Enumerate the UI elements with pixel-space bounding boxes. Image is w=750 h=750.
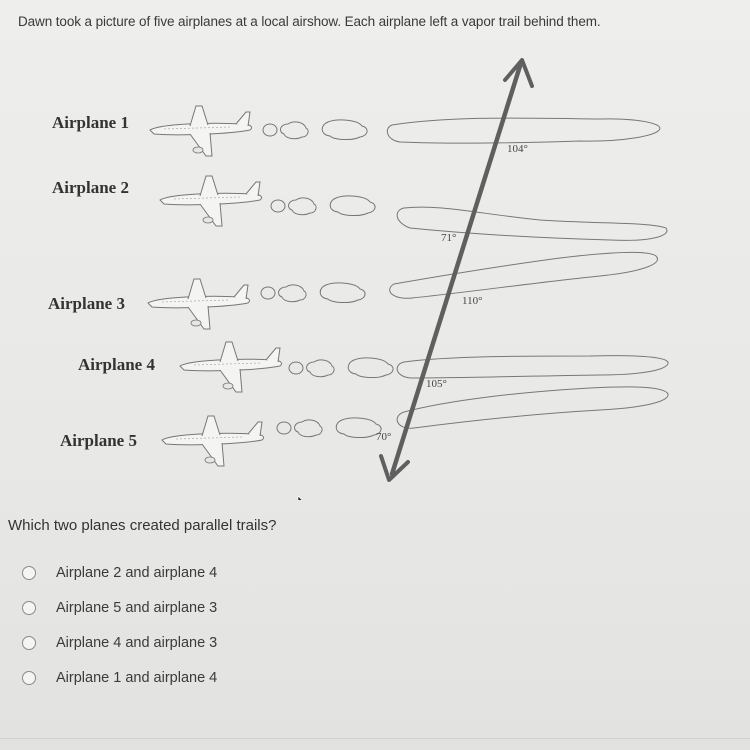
airplane-4-vapor-trail [397, 356, 668, 378]
option-label: Airplane 1 and airplane 4 [56, 669, 218, 686]
airplane-3 [48, 252, 658, 329]
airplane-4-angle: 105° [426, 378, 447, 390]
airplane-5-icon [162, 416, 264, 466]
airshow-figure [0, 40, 750, 500]
option-label: Airplane 4 and airplane 3 [56, 634, 218, 651]
airplane-2-puffs [271, 196, 375, 216]
bottom-divider [0, 738, 750, 739]
option-label: Airplane 2 and airplane 4 [56, 564, 218, 581]
radio-button[interactable] [22, 601, 36, 615]
airplane-3-puffs [261, 283, 365, 303]
answer-options [22, 555, 217, 695]
mouse-cursor-icon [298, 496, 309, 500]
option-4[interactable] [22, 660, 217, 695]
airplane-5 [60, 387, 668, 466]
airplane-2-angle: 71° [441, 232, 457, 244]
airplane-4 [78, 342, 668, 392]
problem-prompt: Dawn took a picture of five airplanes at a local airshow. Each airplane left a vapor trail behind them. [18, 14, 601, 29]
airplane-5-angle: 70° [376, 431, 392, 443]
airplane-3-angle: 110° [462, 295, 483, 307]
option-2[interactable] [22, 590, 217, 625]
airplane-1-puffs [263, 120, 367, 140]
airplane-1-label: Airplane 1 [52, 113, 129, 132]
airplane-2 [52, 176, 667, 244]
option-1[interactable] [22, 555, 217, 590]
airplane-5-puffs [277, 418, 381, 438]
radio-button[interactable] [22, 671, 36, 685]
airplane-4-label: Airplane 4 [78, 355, 155, 374]
airplane-1-vapor-trail [387, 118, 660, 143]
airplane-1-icon [150, 106, 252, 156]
airplane-3-icon [148, 279, 250, 329]
airplane-1 [52, 106, 660, 156]
question-text: Which two planes created parallel trails? [8, 517, 277, 534]
airplane-1-angle: 104° [507, 143, 528, 155]
airplane-4-icon [180, 342, 282, 392]
option-3[interactable] [22, 625, 217, 660]
airplane-2-vapor-trail [397, 207, 667, 240]
airplane-5-vapor-trail [397, 387, 668, 428]
airplane-2-label: Airplane 2 [52, 178, 129, 197]
airplane-3-label: Airplane 3 [48, 294, 125, 313]
airplane-3-vapor-trail [390, 252, 658, 298]
airplane-2-icon [160, 176, 262, 226]
radio-button[interactable] [22, 566, 36, 580]
airplane-4-puffs [289, 358, 393, 378]
airplane-5-label: Airplane 5 [60, 431, 137, 450]
radio-button[interactable] [22, 636, 36, 650]
option-label: Airplane 5 and airplane 3 [56, 599, 218, 616]
